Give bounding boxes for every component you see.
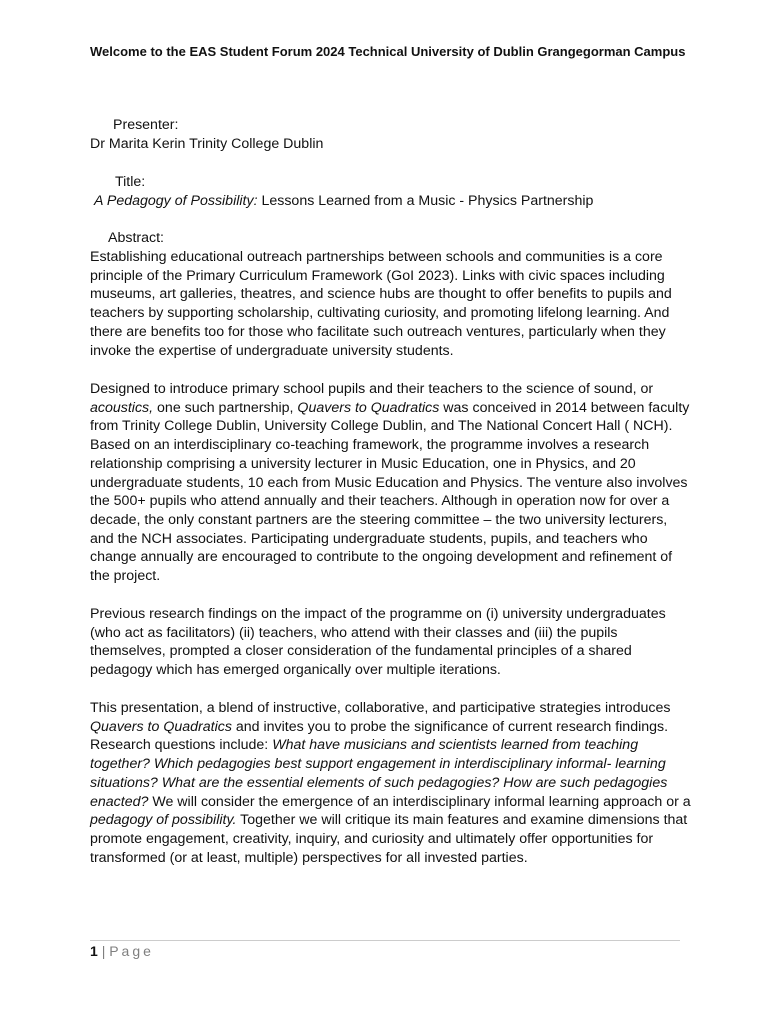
text-line — [90, 399, 690, 418]
text-line: teachers by supporting scholarship, cultivating curiosity, and promoting lifelong learning. And — [90, 305, 670, 322]
text-span: was conceived in 2014 between faculty — [439, 399, 690, 416]
text-line: the project. — [90, 568, 161, 585]
abstract-paragraph-3 — [90, 605, 690, 680]
text-line: This presentation, a blend of instructive, collaborative, and participative strategies introduces — [90, 700, 671, 716]
text-line: change annually are encouraged to contribute to the ongoing development and refinement of — [90, 549, 673, 566]
text-line: Establishing educational outreach partnerships between schools and communities is a core — [90, 249, 663, 265]
text-line — [90, 755, 690, 774]
text-line: promote engagement, creativity, inquiry, and curiosity and ultimately offer opportunities for — [90, 830, 654, 847]
page-footer — [90, 943, 154, 959]
text-line: invoke the expertise of undergraduate university students. — [90, 342, 454, 359]
text-line: the 500+ pupils who attend annually and their teachers. Although in operation now for over a — [90, 493, 670, 510]
research-question: together? Which pedagogies best support engagement in interdisciplinary informal- learning — [90, 756, 666, 773]
presenter-label: Presenter: — [113, 117, 179, 133]
text-line: decade, the only constant partners are the steering committee – the two university lecturers, — [90, 511, 668, 528]
presenter-name: Dr Marita Kerin Trinity College Dublin — [90, 136, 324, 152]
research-question: enacted? — [90, 793, 149, 810]
text-line: museums, art galleries, theatres, and science hubs are thought to offer benefits to pupils and — [90, 286, 672, 303]
text-line — [90, 774, 690, 793]
page-header: Welcome to the EAS Student Forum 2024 Technical University of Dublin Grangegorman Campus — [90, 44, 686, 59]
text-line: undergraduate students, 10 each from Music Education and Physics. The venture also involves — [90, 474, 688, 491]
text-line: Designed to introduce primary school pupils and their teachers to the science of sound, or — [90, 381, 654, 397]
text-line — [90, 811, 690, 830]
text-line: there are benefits too for those who facilitate such outreach ventures, particularly when they — [90, 323, 666, 340]
text-span: Together we will critique its main features and examine dimensions that — [236, 812, 688, 829]
text-line: relationship comprising a university lecturer in Music Education, one in Physics, and 20 — [90, 455, 636, 472]
text-span: one such partnership, — [153, 399, 298, 416]
presentation-title — [94, 193, 593, 209]
page-number: 1 — [90, 943, 98, 959]
abstract-label: Abstract: — [108, 230, 164, 246]
text-span: and invites you to probe the significance of current research findings. — [231, 718, 669, 735]
text-line: Based on an interdisciplinary co-teaching framework, the programme involves a research — [90, 437, 650, 454]
title-label: Title: — [115, 174, 146, 190]
abstract-paragraph-1 — [90, 248, 690, 360]
page-word: Page — [109, 943, 154, 959]
footer-separator: | — [101, 943, 106, 959]
text-line: (who act as facilitators) (ii) teachers, who attend with their classes and (iii) the pupils — [90, 624, 618, 641]
abstract-paragraph-2 — [90, 380, 690, 586]
title-italic: A Pedagogy of Possibility: — [94, 193, 258, 209]
text-span: Research questions include: — [90, 737, 273, 754]
abstract-paragraph-4 — [90, 699, 690, 867]
italic-program-name: Quavers to Quadratics — [297, 399, 440, 416]
italic-phrase: pedagogy of possibility. — [90, 812, 237, 829]
footer-divider — [90, 940, 680, 941]
text-line — [90, 793, 690, 812]
text-line — [90, 736, 690, 755]
text-line: Previous research findings on the impact of the programme on (i) university undergraduates — [90, 606, 666, 622]
italic-acoustics: acoustics, — [90, 399, 154, 416]
research-question: What have musicians and scientists learned from teaching — [272, 737, 639, 754]
text-span: We will consider the emergence of an interdisciplinary informal learning approach or a — [148, 793, 691, 810]
text-line: from Trinity College Dublin, University College Dublin, and The National Concert Hall ( NCH). — [90, 418, 673, 435]
title-rest: Lessons Learned from a Music - Physics Partnership — [257, 193, 594, 209]
text-line — [90, 718, 690, 737]
text-line: themselves, prompted a closer consideration of the fundamental principles of a shared — [90, 643, 632, 660]
italic-program-name: Quavers to Quadratics — [90, 718, 232, 735]
text-line: and the NCH associates. Participating undergraduate students, pupils, and teachers who — [90, 530, 648, 547]
text-line: principle of the Primary Curriculum Framework (GoI 2023). Links with civic spaces including — [90, 267, 665, 284]
text-line: pedagogy which has emerged organically over multiple iterations. — [90, 662, 501, 679]
research-question: situations? What are the essential elements of such pedagogies? How are such pedagogies — [90, 774, 668, 791]
text-line: transformed (or at least, multiple) perspectives for all invested parties. — [90, 849, 528, 866]
